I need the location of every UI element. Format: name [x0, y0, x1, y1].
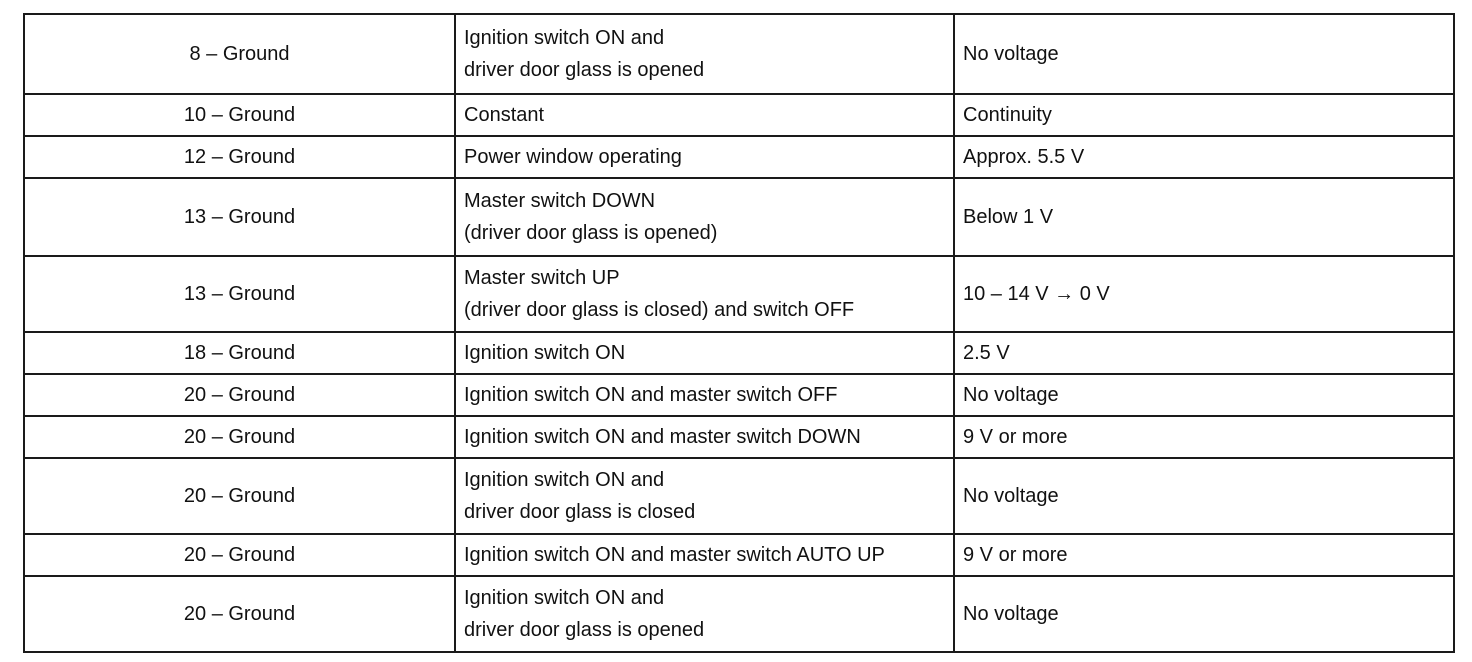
condition-line: Power window operating [464, 146, 682, 168]
condition-line: Ignition switch ON [464, 342, 626, 364]
condition-line: (driver door glass is opened) [464, 222, 718, 244]
table-row [24, 332, 1454, 374]
condition-line: Ignition switch ON and master switch OFF [464, 384, 838, 406]
condition-line: Constant [464, 104, 545, 126]
terminal-cell: 8 – Ground [24, 14, 455, 94]
table-row [24, 94, 1454, 136]
condition-line: Master switch UP [464, 267, 620, 289]
table-row [24, 534, 1454, 576]
terminal-cell: 20 – Ground [24, 576, 455, 652]
specified-condition-cell: No voltage [954, 374, 1454, 416]
specified-condition-cell: 9 V or more [954, 534, 1454, 576]
condition-line: Ignition switch ON and master switch DOWN [464, 426, 861, 448]
condition-cell [455, 458, 954, 534]
terminal-cell: 13 – Ground [24, 178, 455, 256]
specified-condition-cell: No voltage [954, 14, 1454, 94]
specified-condition-cell: Continuity [954, 94, 1454, 136]
table-body [24, 14, 1454, 652]
table-row [24, 136, 1454, 178]
condition-line: driver door glass is opened [464, 619, 705, 641]
condition-cell [455, 416, 954, 458]
terminal-cell: 20 – Ground [24, 374, 455, 416]
condition-line: (driver door glass is closed) and switch OFF [464, 299, 855, 321]
table-row [24, 256, 1454, 332]
condition-cell [455, 14, 954, 94]
specified-condition-cell: No voltage [954, 458, 1454, 534]
table-row [24, 374, 1454, 416]
specified-condition-cell: 9 V or more [954, 416, 1454, 458]
condition-cell [455, 534, 954, 576]
condition-line: Ignition switch ON and [464, 587, 665, 609]
condition-cell [455, 256, 954, 332]
terminal-cell: 12 – Ground [24, 136, 455, 178]
specified-condition-cell: Approx. 5.5 V [954, 136, 1454, 178]
condition-cell [455, 332, 954, 374]
terminal-cell: 20 – Ground [24, 416, 455, 458]
condition-cell [455, 94, 954, 136]
condition-line: Ignition switch ON and [464, 27, 665, 49]
condition-line: Ignition switch ON and [464, 469, 665, 491]
table-row [24, 458, 1454, 534]
table-row [24, 576, 1454, 652]
condition-cell [455, 178, 954, 256]
condition-line: Ignition switch ON and master switch AUTO UP [464, 544, 885, 566]
terminal-cell: 20 – Ground [24, 458, 455, 534]
specified-condition-cell: Below 1 V [954, 178, 1454, 256]
condition-cell [455, 576, 954, 652]
specified-condition-cell: 10 – 14 V → 0 V [954, 256, 1454, 332]
condition-line: Master switch DOWN [464, 190, 656, 212]
terminal-cell: 20 – Ground [24, 534, 455, 576]
condition-cell [455, 136, 954, 178]
table-row [24, 14, 1454, 94]
specified-condition-cell: 2.5 V [954, 332, 1454, 374]
condition-line: driver door glass is closed [464, 501, 696, 523]
terminal-cell: 13 – Ground [24, 256, 455, 332]
table-row [24, 178, 1454, 256]
table-row [24, 416, 1454, 458]
specified-condition-cell: No voltage [954, 576, 1454, 652]
condition-line: driver door glass is opened [464, 59, 705, 81]
condition-cell [455, 374, 954, 416]
terminal-cell: 10 – Ground [24, 94, 455, 136]
terminal-cell: 18 – Ground [24, 332, 455, 374]
terminal-inspection-table [23, 13, 1455, 653]
